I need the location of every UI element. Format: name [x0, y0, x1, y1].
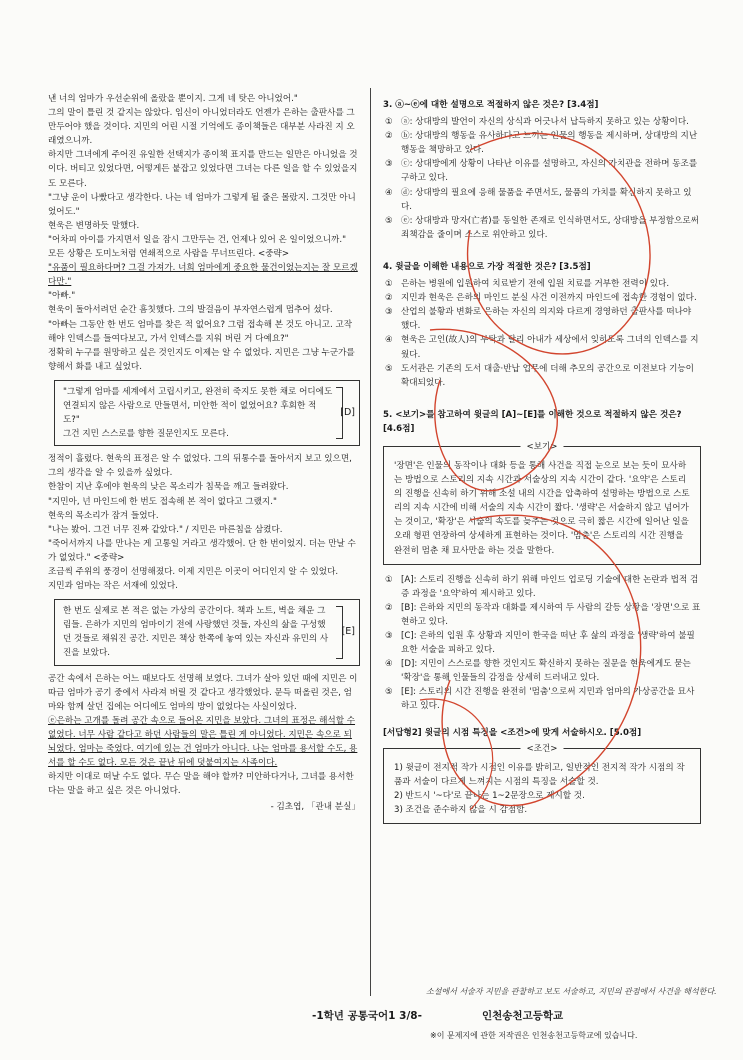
bracket-tag: [D] — [340, 407, 355, 419]
copyright-notice: ※이 문제지에 관한 저작권은 인천송천고등학교에 있습니다. — [430, 1031, 638, 1040]
answer-option[interactable]: ② [B]: 은하와 지민의 동작과 대화를 제시하여 두 사람의 갈등 상황을 '장면'으로 표현하고 있다. — [385, 602, 701, 627]
box-line: "그렇게 엄마를 세계에서 고립시키고, 완전히 죽지도 못한 채로 어디에도 연결되지 않은 사람으로 만들면서, 미안한 적이 없었어요? 후회한 적도?" — [63, 386, 333, 426]
passage-paragraph: "아빠는 그동안 한 번도 엄마를 찾은 적 없어요? 그럼 접속해 본 것도 아니고. 고작해야 인덱스를 들여다보고, 가서 인덱스를 지워 버린 거 다예요?" — [48, 319, 353, 344]
passage-paragraph: "지민아, 넌 마인드에 한 번도 접속해 본 적이 없다고 그랬지." — [48, 496, 277, 507]
passage-paragraph: 한참이 지난 후에야 현욱의 낮은 목소리가 침묵을 깨고 들려왔다. — [48, 482, 289, 493]
answer-option[interactable]: ⑤ [E]: 스토리의 시간 진행을 완전히 '멈춤'으로써 지민과 엄마의 가상공간을 묘사하고 있다. — [385, 687, 695, 712]
question-stem: 5. <보기>를 참고하여 윗글의 [A]~[E]를 이해한 것으로 적절하지 않은 것은? [4.6점] — [383, 409, 682, 434]
author-credit: - 김초엽, 「관내 분실」 — [270, 802, 360, 813]
passage-paragraph: 정적이 흘렀다. 현욱의 표정은 알 수 없었다. 그의 뒤통수를 돌아서지 보고 있으면, 그의 생각을 알 수 있을까 싶었다. — [48, 454, 352, 479]
page-number: -1학년 공통국어1 3/8- — [312, 1010, 422, 1022]
bogi-box — [383, 441, 701, 565]
condition-item: 1) 윗글이 전지적 작가 시점인 이유를 밝히고, 일반적인 전지적 작가 시점의 작품과 서술이 다르게 느껴지는 시점의 특징을 서술할 것. — [394, 762, 685, 787]
condition-box — [383, 743, 701, 824]
passage-paragraph: 정확히 누구를 원망하고 싶은 것인지도 이제는 알 수 없었다. 지민은 그냥 누군가를 향해서 화를 내고 싶었다. — [48, 347, 355, 372]
bogi-text: '장면'은 인물의 동작이나 대화 등을 통해 사건을 직접 눈으로 보는 듯이 묘사하는 방법으로 스토리의 지속 시간과 서술상의 지속 시간이 같다. '요약'은 스토리의 진행을 신속히 하기 위해 소설 내의 시간을 압축하여 설명하는 방법으로 스토리의 지속 시간에 비해 서술의 지속 시간이 짧다. '생략'은 서술하지 않고 넘어가는 것이고, '확장'은 서술의 속도를 늦추는 것으로 극히 짧은 시간에 일어난 일을 오래 형편 연장하여 상세하게 표현하는 것이다. '멈춤'은 스토리의 시간 진행을 완전히 멈춘 채 묘사만을 하는 것을 말한다. — [394, 460, 690, 556]
passage-paragraph: 하지만 이대로 떠날 수도 없다. 무슨 말을 해야 할까? 미안하다거나, 그녀를 용서한다는 말을 하고 싶은 것은 아니었다. — [48, 772, 354, 797]
passage-paragraph: 낸 너의 엄마가 우선순위에 올랐을 뿐이지. 그게 네 탓은 아니었어." — [48, 94, 298, 104]
questions-column — [383, 92, 701, 824]
question-5 — [383, 408, 701, 714]
question-stem: 4. 윗글을 이해한 내용으로 가장 적절한 것은? [3.5점] — [383, 261, 591, 272]
passage-paragraph: 현욱은 변명하듯 말했다. — [48, 220, 140, 231]
passage-paragraph: 하지만 그녀에게 주어진 유일한 선택지가 종이책 표지를 만드는 일만은 아니었을 것이다. 버티고 있었다면, 어떻게든 붙잡고 있었다면 그녀는 다른 일을 할 수 있었을지도 모른다. — [48, 150, 358, 189]
bogi-title: <보기> — [520, 440, 563, 454]
answer-option[interactable]: ③ ⓒ: 상대방에게 상황이 나타난 이유를 설명하고, 자신의 가치관을 전하며 동조를 구하고 있다. — [385, 159, 698, 184]
school-name: 인천송천고등학교 — [482, 1010, 564, 1022]
essay-question — [383, 726, 701, 824]
passage-paragraph: 그의 말이 틀린 것 같지는 않았다. 임신이 아니었더라도 언젠가 은하는 출판사를 그만두어야 했을 것이다. 지민의 어린 시절 기억에도 종이책들은 대부분 사라진 지 오래였으니까. — [48, 108, 355, 147]
question-stem: [서답형2] 윗글의 시점 특징을 <조건>에 맞게 서술하시오. [5.0점] — [383, 727, 642, 738]
question-3 — [383, 98, 701, 242]
passage-paragraph: "죽어서까지 나를 만나는 게 고통일 거라고 생각했어. 단 한 번이었지. 더는 만날 수가 없었다." <중략> — [48, 538, 356, 563]
answer-option[interactable]: ⑤ ⓔ: 상대방과 망자(亡者)를 동일한 존재로 인식하면서도, 상대방을 부정함으로써 죄책감을 줄이며 스스로 위안하고 있다. — [385, 215, 699, 240]
bracket-box-e — [54, 599, 360, 665]
passage-paragraph-underlined: ⓔ은하는 고개를 돌려 공간 속으로 들어온 지민을 보았다. 그녀의 표정은 해석할 수 없었다. 너무 사람 같다고 하던 사람들의 말은 틀린 게 아니었다. 지민은 속으로 되뇌었다. 엄마는 죽었다. 여기에 있는 건 엄마가 아니다. 나는 엄마를 용서할 수도, 용서를 할 수도 없다. 모든 것은 끝난 뒤에 덧붙여지는 사족이다. — [48, 715, 358, 769]
passage-paragraph-underlined: "유품이 필요하다며? 그걸 가져가. 너희 엄마에게 중요한 물건이었는지는 잘 모르겠다만." — [48, 263, 358, 288]
passage-paragraph: 현욱이 돌아서려던 순간 흠칫했다. 그의 발걸음이 부자연스럽게 멈추어 섰다. — [48, 305, 333, 316]
answer-option[interactable]: ④ ⓓ: 상대방의 필요에 응해 물품을 주면서도, 물품의 가치를 확신하지 못하고 있다. — [385, 187, 692, 212]
passage-paragraph: "아빠." — [48, 291, 76, 302]
passage-paragraph: 조금씩 주위의 풍경이 선명해졌다. 이제 지민은 이곳이 어디인지 알 수 있었다. — [48, 567, 339, 577]
passage-paragraph: 모든 상황은 도미노처럼 연쇄적으로 사람을 무너뜨린다. <중략> — [48, 249, 290, 260]
passage-paragraph: 현욱의 목소리가 잠겨 들었다. — [48, 510, 159, 521]
answer-option[interactable]: ④ 현욱은 고인(故人)의 부탁과 달리 아내가 세상에서 잊히도록 그녀의 인덱스를 지웠다. — [385, 335, 699, 360]
passage-paragraph: 공간 속에서 은하는 어느 때보다도 선명해 보였다. 그녀가 살아 있던 때에 지민은 이따금 엄마가 공기 중에서 사라져 버릴 것 같다고 생각했었다. 문득 떠올린 것은, 엄마와 함께 살던 집에는 어디에도 엄마의 방이 없었다는 사실이었다. — [48, 673, 358, 712]
condition-item: 3) 조건을 준수하지 않을 시 감점함. — [394, 804, 528, 815]
passage-paragraph: 지민과 엄마는 작은 서재에 있었다. — [48, 581, 178, 592]
bracket-tag: [E] — [341, 626, 355, 638]
condition-item: 2) 반드시 '~다'로 끝나는 1~2문장으로 제시할 것. — [394, 790, 585, 801]
passage-paragraph: "그냥 운이 나빴다고 생각한다. 나는 네 엄마가 그렇게 될 줄은 몰랐지. 그것만 아니었어도." — [48, 192, 356, 217]
answer-option[interactable]: ④ [D]: 지민이 스스로를 향한 것인지도 확신하지 못하는 질문을 현욱에게도 묻는 '확장'을 통해 인물들의 감정을 상세히 드러내고 있다. — [385, 659, 691, 684]
answer-option[interactable]: ③ [C]: 은하의 입원 후 상황과 지민이 한국을 떠난 후 삶의 과정을 '생략'하여 불필요한 서술을 피하고 있다. — [385, 631, 695, 656]
bracket-box-d — [54, 380, 360, 446]
handwritten-answer: 소설에서 서술자 지민을 관찰하고 보도 서술하고, 지민의 관점에서 사건을 해석한다. — [426, 987, 717, 996]
answer-option[interactable]: ① [A]: 스토리 진행을 신속히 하기 위해 마인드 업로딩 기술에 대한 논란과 법적 검증 과정을 '요약'하여 제시하고 있다. — [385, 574, 699, 599]
answer-option[interactable]: ② ⓑ: 상대방의 행동을 유사하다고 느끼는 인물의 행동을 제시하며, 상대방의 지난 행동을 책망하고 있다. — [385, 131, 698, 156]
box-line: 한 번도 실제로 본 적은 없는 가상의 공간이다. 책과 노트, 벽을 채운 그림들. 은하가 지민의 엄마이기 전에 사랑했던 것들, 자신의 삶을 구성했던 것들로 채워진 공간. 지민은 책상 한쪽에 놓여 있는 자신과 유민의 사진을 보았다. — [63, 606, 329, 659]
passage-paragraph: "나는 봤어. 그건 너무 진짜 같았다." / 지민은 마른침을 삼켰다. — [48, 524, 283, 535]
answer-option[interactable]: ③ 산업의 불황과 변화로 은하는 자신의 의지와 다르게 경영하던 출판사를 떠나야 했다. — [385, 307, 692, 332]
passage-paragraph: "어차피 아이를 가지면서 일을 잠시 그만두는 건, 언제나 있어 온 일이었으니까." — [48, 234, 347, 245]
answer-option[interactable]: ① 은하는 병원에 입원하여 치료받기 전에 입원 치료를 거부한 전력이 있다. — [385, 279, 670, 290]
condition-title: <조건> — [520, 742, 563, 756]
passage-column — [48, 92, 360, 823]
box-line: 그건 지민 스스로를 향한 질문인지도 모른다. — [63, 429, 229, 440]
answer-option[interactable]: ① ⓐ: 상대방의 발언이 자신의 상식과 어긋나서 납득하지 못하고 있는 상황이다. — [385, 117, 689, 128]
question-4 — [383, 260, 701, 390]
answer-option[interactable]: ② 지민과 현욱은 은하의 마인드 분실 사건 이전까지 마인드에 접속한 경험이 없다. — [385, 293, 697, 304]
column-divider — [370, 88, 371, 996]
answer-option[interactable]: ⑤ 도서관은 기존의 도서 대출·반납 업무에 더해 추모의 공간으로 이전보다 기능이 확대되었다. — [385, 363, 694, 388]
question-stem: 3. ⓐ~ⓔ에 대한 설명으로 적절하지 않은 것은? [3.4점] — [383, 100, 599, 110]
